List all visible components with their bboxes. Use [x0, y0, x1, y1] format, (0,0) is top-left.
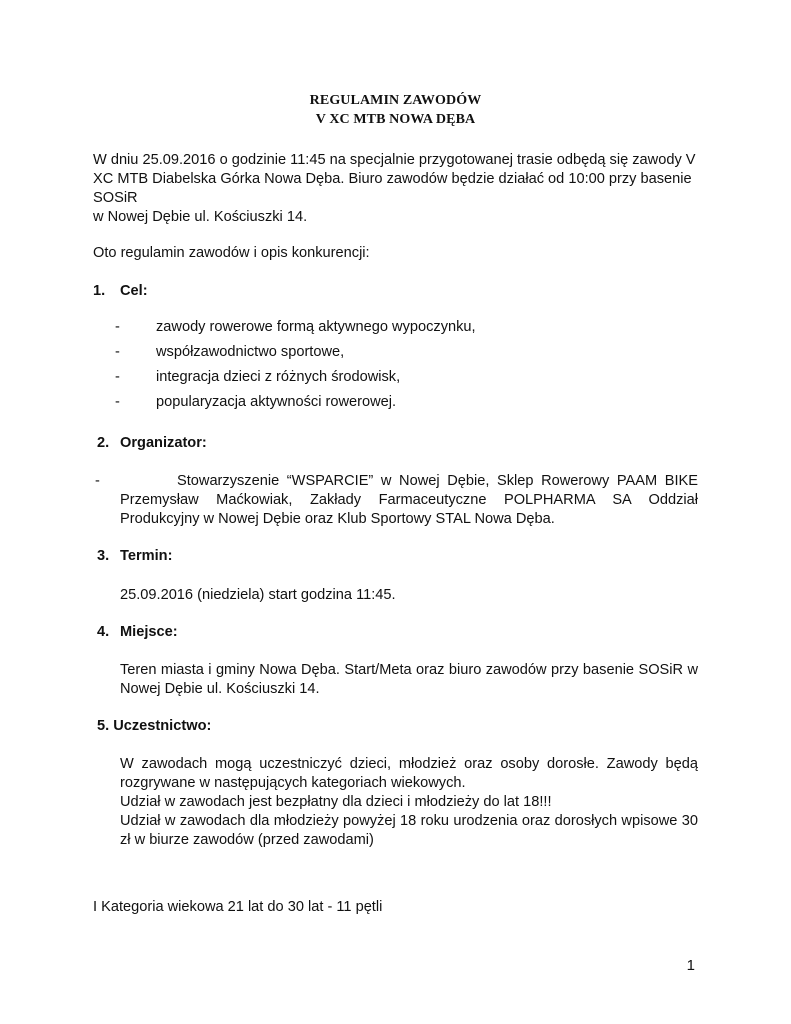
- regulations-intro: Oto regulamin zawodów i opis konkurencji:: [93, 245, 370, 261]
- document-title-line2: V XC MTB NOWA DĘBA: [315, 112, 476, 127]
- section-title: Organizator:: [120, 435, 207, 451]
- document-title-line1: REGULAMIN ZAWODÓW: [309, 93, 482, 108]
- section-number: 1.: [93, 283, 106, 299]
- list-item-text: współzawodnictwo sportowe,: [156, 344, 345, 360]
- section-heading-uczestnictwo: 5. Uczestnictwo:: [97, 718, 212, 734]
- section-number: 2.: [97, 435, 110, 451]
- intro-line: SOSiR: [93, 190, 138, 206]
- intro-line: W dniu 25.09.2016 o godzinie 11:45 na specjalnie przygotowanej trasie odbędą się zawody V: [93, 152, 696, 168]
- location-text: Teren miasta i gminy Nowa Dęba. Start/Meta oraz biuro zawodów przy basenie SOSiR w Nowej Dębie ul. Kościuszki 14.: [120, 662, 698, 697]
- list-item-text: integracja dzieci z różnych środowisk,: [156, 369, 401, 385]
- bullet-dash: -: [115, 369, 120, 385]
- bullet-dash: -: [95, 473, 100, 489]
- page-number: 1: [686, 957, 695, 974]
- section-heading-termin: [97, 548, 172, 564]
- section-heading-organizator: [97, 435, 207, 451]
- organizer-text: Stowarzyszenie “WSPARCIE” w Nowej Dębie, Sklep Rowerowy PAAM BIKE Przemysław Maćkowiak, Zakłady Farmaceutyczne POLPHARMA SA Oddział Produkcyjny w Nowej Dębie oraz Klub Sportowy STAL Nowa Dęba.: [120, 473, 698, 527]
- intro-paragraph: [93, 151, 696, 227]
- bullet-dash: -: [115, 394, 120, 410]
- bullet-dash: -: [115, 344, 120, 360]
- section-heading-miejsce: [97, 624, 178, 640]
- section-title: Miejsce:: [120, 624, 178, 640]
- section-title: Cel:: [120, 283, 148, 299]
- section-number: 4.: [97, 624, 110, 640]
- date-text: 25.09.2016 (niedziela) start godzina 11:45.: [120, 587, 396, 603]
- participation-text: Udział w zawodach jest bezpłatny dla dzieci i młodzieży do lat 18!!!: [120, 794, 552, 810]
- participation-block: [120, 755, 698, 850]
- participation-text: Udział w zawodach dla młodzieży powyżej 18 roku urodzenia oraz dorosłych wpisowe 30 zł w biurze zawodów (przed zawodami): [120, 813, 698, 848]
- list-item-text: popularyzacja aktywności rowerowej.: [156, 394, 397, 410]
- intro-line: XC MTB Diabelska Górka Nowa Dęba. Biuro zawodów będzie działać od 10:00 przy basenie: [93, 171, 692, 187]
- participation-text: W zawodach mogą uczestniczyć dzieci, młodzież oraz osoby dorosłe. Zawody będą rozgrywane w następujących kategoriach wiekowych.: [120, 756, 698, 791]
- section-number: 3.: [97, 548, 110, 564]
- category-line: I Kategoria wiekowa 21 lat do 30 lat - 11 pętli: [93, 899, 383, 915]
- section-title: Termin:: [120, 548, 173, 564]
- bullet-dash: -: [115, 319, 120, 335]
- list-item-text: zawody rowerowe formą aktywnego wypoczynku,: [156, 319, 476, 335]
- section-heading-cel: [93, 283, 148, 299]
- intro-line: w Nowej Dębie ul. Kościuszki 14.: [93, 209, 308, 225]
